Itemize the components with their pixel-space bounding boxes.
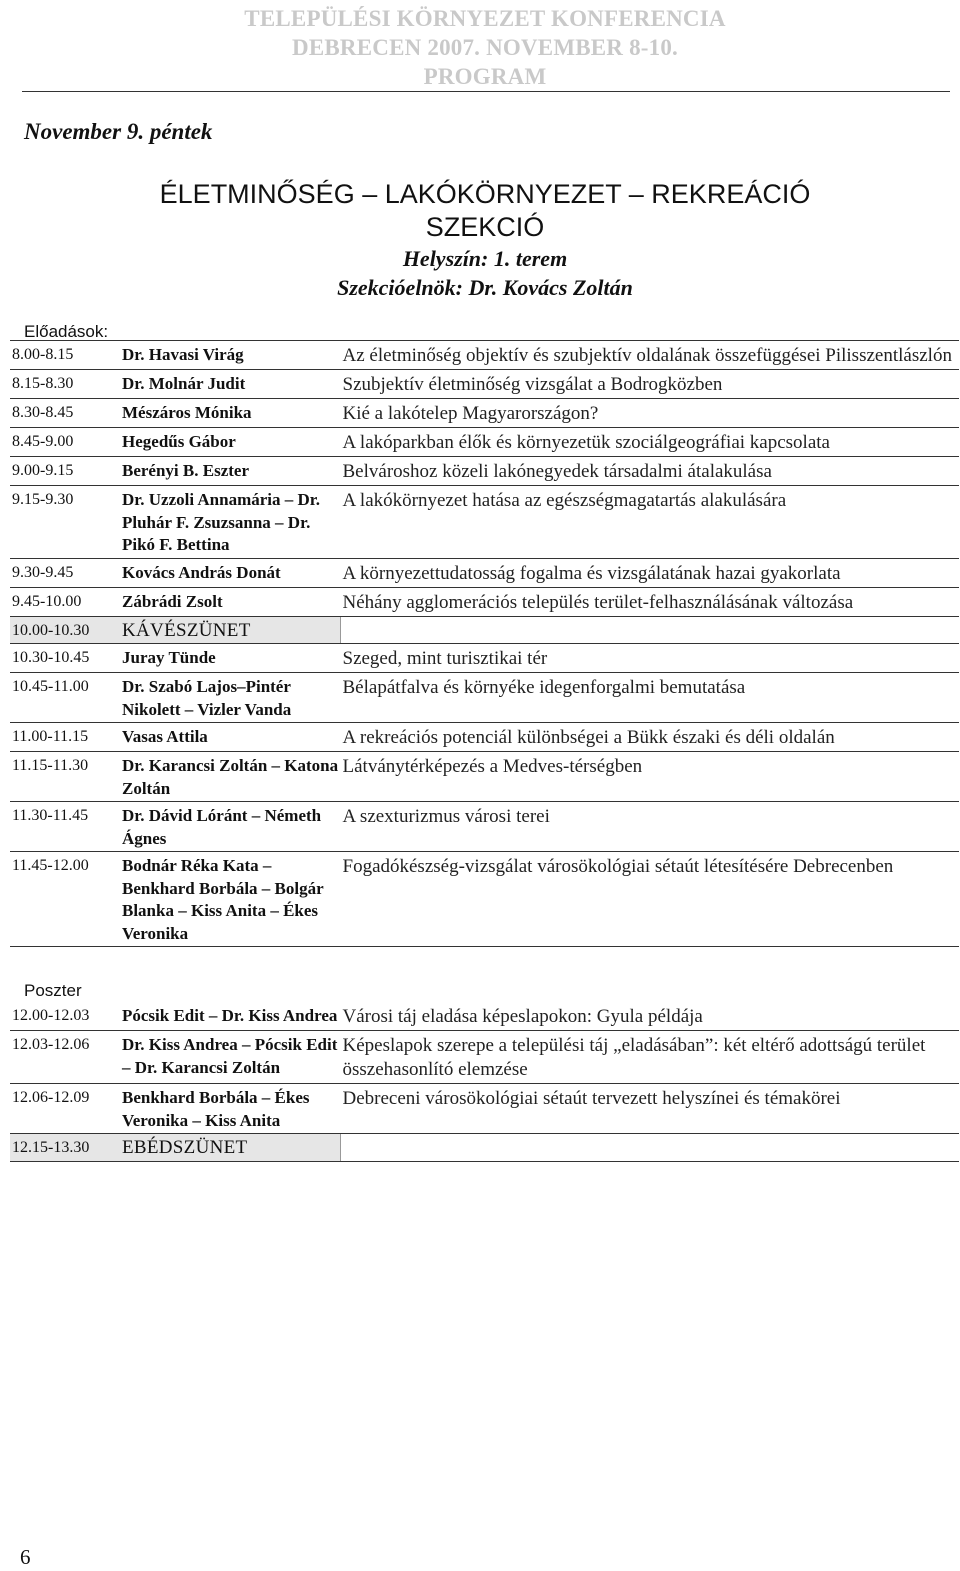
time-cell: 9.30-9.45 [10,558,120,587]
time-cell: 11.15-11.30 [10,752,120,802]
title-cell: Bélapátfalva és környéke idegenforgalmi bemutatása [341,673,960,723]
speaker-cell: Mészáros Mónika [120,399,341,428]
speaker-cell: Dr. Molnár Judit [120,370,341,399]
time-cell: 8.00-8.15 [10,341,120,370]
time-cell: 11.00-11.15 [10,723,120,752]
time-cell: 9.00-9.15 [10,457,120,486]
time-cell: 8.15-8.30 [10,370,120,399]
time-cell: 9.15-9.30 [10,486,120,559]
time-cell: 12.03-12.06 [10,1031,120,1084]
title-cell: Fogadókészség-vizsgálat városökológiai sétaút létesítésére Debrecenben [341,852,960,947]
speaker-cell: KÁVÉSZÜNET [120,616,341,644]
lectures-table [10,340,959,947]
schedule-row [10,1002,959,1031]
schedule-row [10,587,959,616]
schedule-row [10,341,959,370]
speaker-cell: Zábrádi Zsolt [120,587,341,616]
conference-date: DEBRECEN 2007. NOVEMBER 8-10. [292,35,678,60]
schedule-row [10,752,959,802]
section-title-line1: ÉLETMINŐSÉG – LAKÓKÖRNYEZET – REKREÁCIÓ [159,179,811,209]
title-cell [341,616,960,644]
page-number: 6 [20,1545,31,1569]
section-heading [0,178,960,302]
speaker-cell: Dr. Kiss Andrea – Pócsik Edit – Dr. Karancsi Zoltán [120,1031,341,1084]
lectures-label: Előadások: [24,322,109,341]
speaker-cell: Dr. Uzzoli Annamária – Dr. Pluhár F. Zsuzsanna – Dr. Pikó F. Bettina [120,486,341,559]
time-cell: 10.30-10.45 [10,644,120,673]
speaker-cell: Dr. Karancsi Zoltán – Katona Zoltán [120,752,341,802]
posters-label: Poszter [24,981,82,1000]
speaker-cell: Juray Tünde [120,644,341,673]
schedule-row [10,558,959,587]
program-label: PROGRAM [423,64,547,89]
conference-title: TELEPÜLÉSI KÖRNYEZET KONFERENCIA [244,6,726,31]
schedule-row [10,399,959,428]
title-cell: A környezettudatosság fogalma és vizsgálatának hazai gyakorlata [341,558,960,587]
speaker-cell: EBÉDSZÜNET [120,1134,341,1162]
speaker-cell: Berényi B. Eszter [120,457,341,486]
schedule-row [10,1084,959,1134]
time-cell: 10.45-11.00 [10,673,120,723]
title-cell: Városi táj eladása képeslapokon: Gyula példája [341,1002,960,1031]
time-cell: 11.30-11.45 [10,802,120,852]
title-cell: Az életminőség objektív és szubjektív oldalának összefüggései Pilisszentlászlón [341,341,960,370]
title-cell [341,1134,960,1162]
title-cell: Kié a lakótelep Magyarországon? [341,399,960,428]
schedule-row [10,370,959,399]
speaker-cell: Dr. Szabó Lajos–Pintér Nikolett – Vizler Vanda [120,673,341,723]
title-cell: Látványtérképezés a Medves-térségben [341,752,960,802]
time-cell: 12.06-12.09 [10,1084,120,1134]
title-cell: Képeslapok szerepe a települési táj „eladásában”: két eltérő adottságú terület összehasonlító elemzése [341,1031,960,1084]
posters-table [10,1002,959,1162]
title-cell: A lakókörnyezet hatása az egészségmagatartás alakulására [341,486,960,559]
schedule-row [10,852,959,947]
title-cell: Szubjektív életminőség vizsgálat a Bodrogközben [341,370,960,399]
speaker-cell: Dr. Dávid Lóránt – Németh Ágnes [120,802,341,852]
schedule-row [10,616,959,644]
time-cell: 12.00-12.03 [10,1002,120,1031]
conference-header [0,4,960,91]
speaker-cell: Kovács András Donát [120,558,341,587]
speaker-cell: Pócsik Edit – Dr. Kiss Andrea [120,1002,341,1031]
speaker-cell: Bodnár Réka Kata – Benkhard Borbála – Bolgár Blanka – Kiss Anita – Ékes Veronika [120,852,341,947]
schedule-row [10,644,959,673]
header-divider [22,91,950,92]
title-cell: A rekreációs potenciál különbségei a Bükk északi és déli oldalán [341,723,960,752]
schedule-row [10,673,959,723]
time-cell: 12.15-13.30 [10,1134,120,1162]
schedule-row [10,486,959,559]
section-title-line2: SZEKCIÓ [425,212,545,242]
title-cell: Belvároshoz közeli lakónegyedek társadalmi átalakulása [341,457,960,486]
speaker-cell: Benkhard Borbála – Ékes Veronika – Kiss Anita [120,1084,341,1134]
time-cell: 11.45-12.00 [10,852,120,947]
title-cell: Szeged, mint turisztikai tér [341,644,960,673]
time-cell: 8.30-8.45 [10,399,120,428]
section-chair: Szekcióelnök: Dr. Kovács Zoltán [337,275,633,300]
schedule-row [10,802,959,852]
day-heading: November 9. péntek [24,119,213,144]
time-cell: 8.45-9.00 [10,428,120,457]
schedule-row [10,1031,959,1084]
section-venue: Helyszín: 1. terem [402,246,568,271]
title-cell: Néhány agglomerációs település terület-felhasználásának változása [341,587,960,616]
schedule-row [10,1134,959,1162]
schedule-row [10,428,959,457]
speaker-cell: Vasas Attila [120,723,341,752]
title-cell: A lakóparkban élők és környezetük szociálgeográfiai kapcsolata [341,428,960,457]
time-cell: 10.00-10.30 [10,616,120,644]
schedule-row [10,457,959,486]
speaker-cell: Dr. Havasi Virág [120,341,341,370]
time-cell: 9.45-10.00 [10,587,120,616]
title-cell: Debreceni városökológiai sétaút tervezett helyszínei és témakörei [341,1084,960,1134]
schedule-row [10,723,959,752]
speaker-cell: Hegedűs Gábor [120,428,341,457]
title-cell: A szexturizmus városi terei [341,802,960,852]
